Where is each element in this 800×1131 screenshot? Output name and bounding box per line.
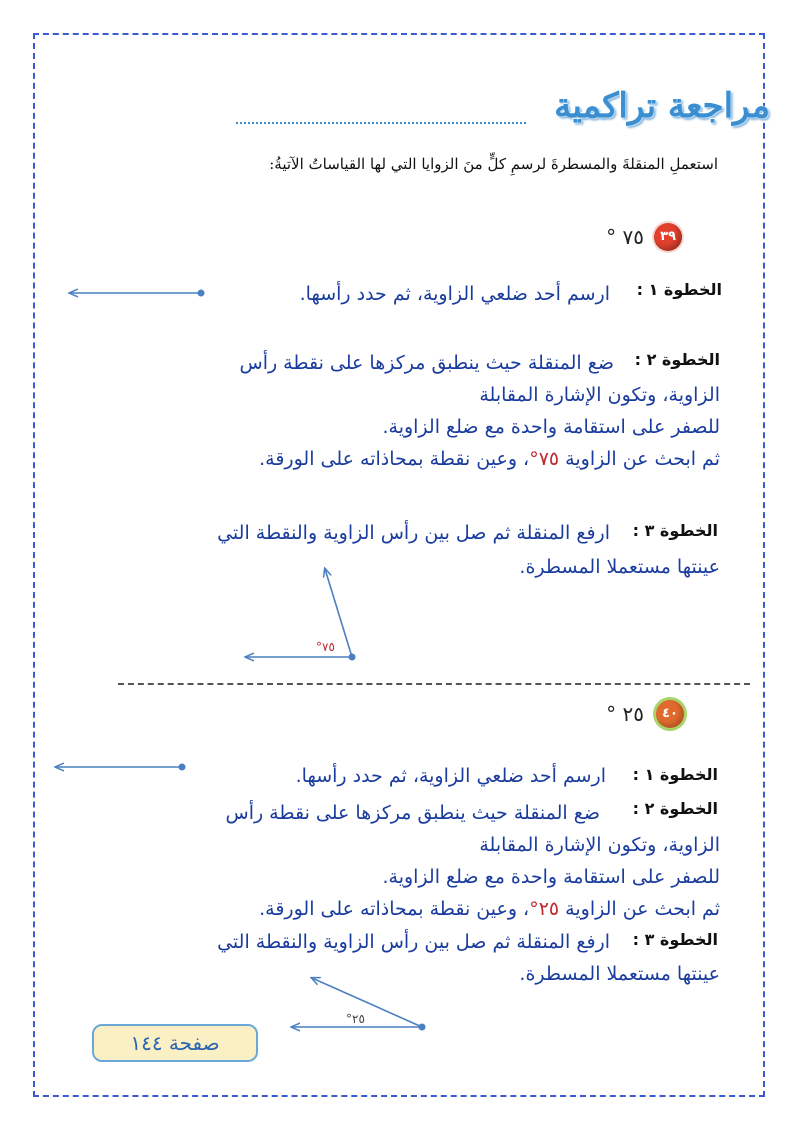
- step-2-line-3: للصفر على استقامة واحدة مع ضلع الزاوية.: [382, 416, 720, 438]
- angle-label: ٧٥°: [316, 640, 335, 654]
- step-2-find-prefix: ثم ابحث عن الزاوية: [565, 898, 720, 920]
- step-3-line-1: ارفع المنقلة ثم صل بين رأس الزاوية والنقطة التي: [217, 931, 610, 953]
- step-2-label: الخطوة ٢ :: [632, 799, 718, 818]
- step-3-line-1: ارفع المنقلة ثم صل بين رأس الزاوية والنقطة التي: [217, 522, 610, 544]
- step-1-ray: [56, 764, 186, 771]
- angle-measure: ٢٥ °: [606, 702, 644, 726]
- step-2-find-suffix: ، وعين نقطة بمحاذاته على الورقة.: [259, 898, 530, 920]
- angle-75-drawing: [246, 569, 356, 661]
- step-1-ray: [70, 290, 205, 297]
- step-2-line-1: ضع المنقلة حيث ينطبق مركزها على نقطة رأس: [225, 802, 600, 824]
- step-2-line-2: الزاوية، وتكون الإشارة المقابلة: [479, 834, 720, 856]
- page-number-label: صفحة ١٤٤: [92, 1024, 258, 1062]
- step-2-find-prefix: ثم ابحث عن الزاوية: [565, 448, 720, 470]
- step-2-label: الخطوة ٢ :: [634, 350, 720, 369]
- step-2-line-2: الزاوية، وتكون الإشارة المقابلة: [479, 384, 720, 406]
- step-2-find-value: ٧٥°: [529, 448, 560, 470]
- angle-25-drawing: [292, 978, 426, 1031]
- step-3-line-2: عينتها مستعملا المسطرة.: [519, 556, 720, 578]
- page-title: مراجعة تراكمية: [554, 86, 770, 126]
- step-2-line-1: ضع المنقلة حيث ينطبق مركزها على نقطة رأس: [239, 352, 614, 374]
- angle-label: ٢٥°: [346, 1012, 365, 1026]
- step-2-find-value: ٢٥°: [529, 898, 560, 920]
- angle-measure: ٧٥ °: [606, 225, 644, 249]
- step-1-label: الخطوة ١ :: [632, 765, 718, 784]
- step-2-line-3: للصفر على استقامة واحدة مع ضلع الزاوية.: [382, 866, 720, 888]
- step-1-label: الخطوة ١ :: [636, 280, 722, 299]
- step-3-line-2: عينتها مستعملا المسطرة.: [519, 963, 720, 985]
- step-1-text: ارسم أحد ضلعي الزاوية، ثم حدد رأسها.: [299, 283, 610, 305]
- step-1-text: ارسم أحد ضلعي الزاوية، ثم حدد رأسها.: [295, 765, 606, 787]
- step-3-label: الخطوة ٣ :: [632, 521, 718, 540]
- instruction-text: استعملِ المنقلةَ والمسطرةَ لرسمِ كلٍّ منَ الزوايا التي لها القياساتُ الآتيةُ:: [269, 155, 718, 173]
- step-3-label: الخطوة ٣ :: [632, 930, 718, 949]
- step-2-find-suffix: ، وعين نقطة بمحاذاته على الورقة.: [259, 448, 530, 470]
- exercise-number-badge: ٣٩: [654, 223, 682, 251]
- exercise-number-badge: ٤٠: [656, 700, 684, 728]
